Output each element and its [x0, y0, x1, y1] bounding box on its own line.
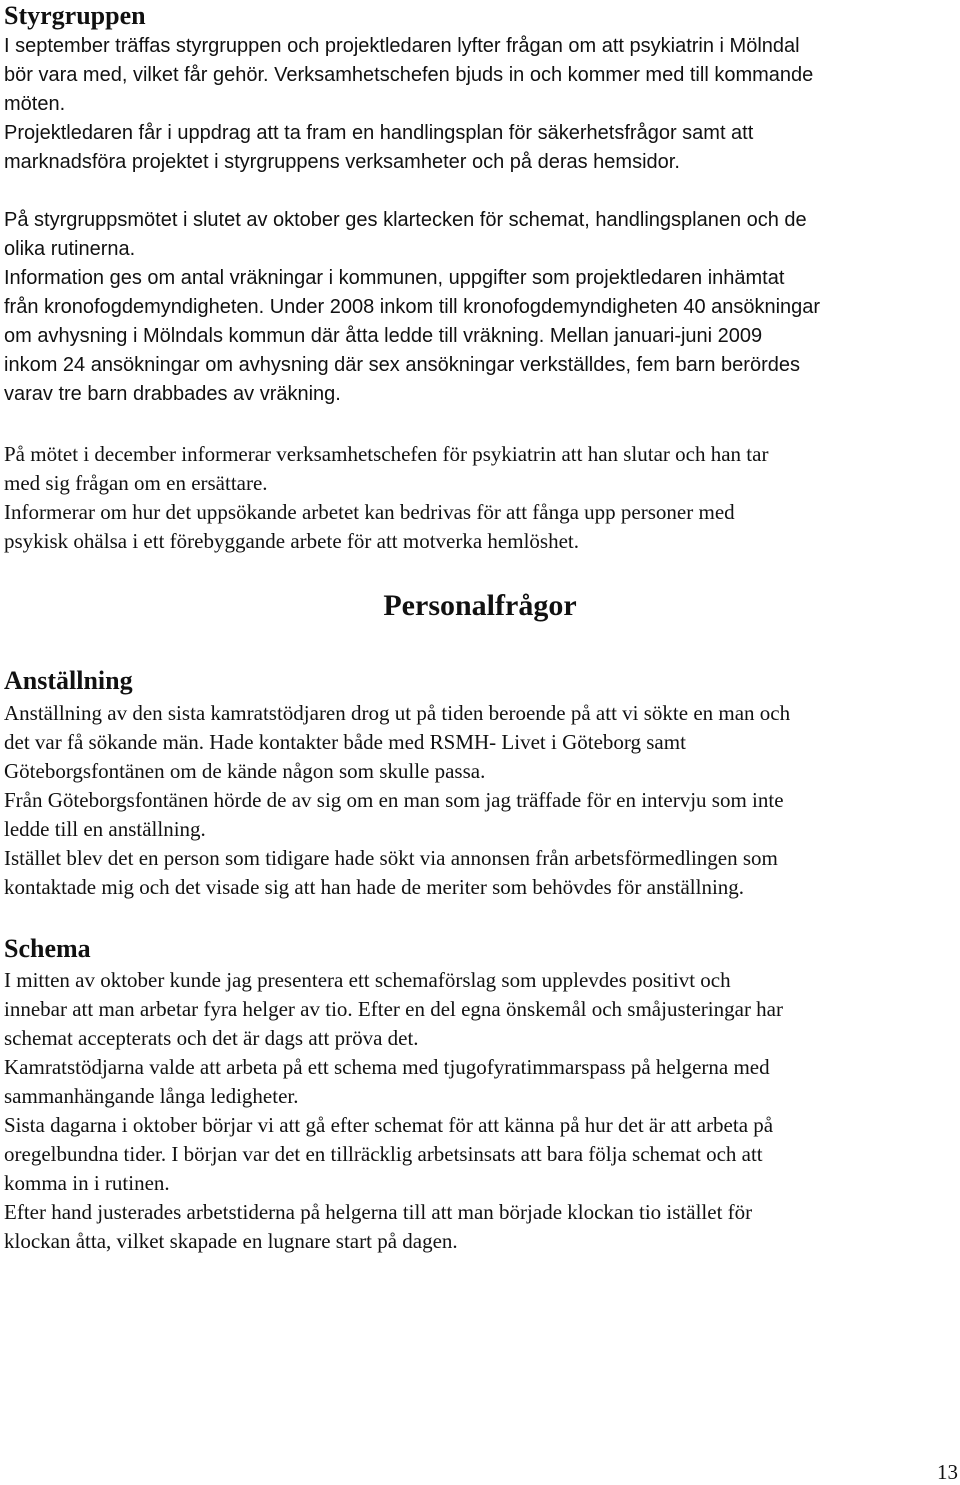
text-line: bör vara med, vilket får gehör. Verksamhetschefen bjuds in och kommer med till kommande [4, 64, 814, 86]
paragraph-styrgruppen-3 [4, 206, 959, 409]
section-heading-anstallning: Anställning [4, 666, 133, 695]
text-line: På mötet i december informerar verksamhetschefen för psykiatrin att han slutar och han tar [4, 442, 769, 466]
text-line: Anställning av den sista kamratstödjaren drog ut på tiden beroende på att vi sökte en man och [4, 701, 791, 725]
text-line: inkom 24 ansökningar om avhysning där sex ansökningar verkställdes, fem barn berördes [4, 354, 800, 376]
text-line: Informerar om hur det uppsökande arbetet kan bedrivas för att fånga upp personer med [4, 500, 735, 524]
text-line: innebar att man arbetar fyra helger av tio. Efter en del egna önskemål och småjusteringar har [4, 997, 783, 1021]
text-line: med sig frågan om en ersättare. [4, 471, 268, 495]
text-line: sammanhängande långa ledigheter. [4, 1084, 299, 1108]
text-line: varav tre barn drabbades av vräkning. [4, 383, 341, 405]
paragraph-styrgruppen-4 [4, 440, 959, 556]
text-line: oregelbundna tider. I början var det en tillräcklig arbetsinsats att bara följa schemat och att [4, 1142, 763, 1166]
text-line: marknadsföra projektet i styrgruppens verksamheter och på deras hemsidor. [4, 151, 680, 173]
paragraph-styrgruppen-1 [4, 32, 959, 119]
paragraph-styrgruppen-2 [4, 119, 959, 177]
text-line: från kronofogdemyndigheten. Under 2008 inkom till kronofogdemyndigheten 40 ansökningar [4, 296, 821, 318]
text-line: olika rutinerna. [4, 238, 136, 260]
text-line: psykisk ohälsa i ett förebyggande arbete för att motverka hemlöshet. [4, 529, 579, 553]
text-line: Projektledaren får i uppdrag att ta fram en handlingsplan för säkerhetsfrågor samt att [4, 122, 754, 144]
paragraph-anstallning [4, 699, 959, 902]
text-line: klockan åtta, vilket skapade en lugnare start på dagen. [4, 1229, 458, 1253]
text-line: schemat accepterats och det är dags att pröva det. [4, 1026, 419, 1050]
section-heading-styrgruppen: Styrgruppen [4, 1, 146, 30]
text-line: På styrgruppsmötet i slutet av oktober ges klartecken för schemat, handlingsplanen och de [4, 209, 807, 231]
text-line: Göteborgsfontänen om de kände någon som skulle passa. [4, 759, 486, 783]
text-line: Efter hand justerades arbetstiderna på helgerna till att man började klockan tio istället för [4, 1200, 753, 1224]
section-heading-schema: Schema [4, 934, 91, 963]
text-line: komma in i rutinen. [4, 1171, 170, 1195]
text-line: kontaktade mig och det visade sig att han hade de meriter som behövdes för anställning. [4, 875, 745, 899]
text-line: Istället blev det en person som tidigare hade sökt via annonsen från arbetsförmedlingen som [4, 846, 778, 870]
text-line: det var få sökande män. Hade kontakter både med RSMH- Livet i Göteborg samt [4, 730, 686, 754]
text-line: Kamratstödjarna valde att arbeta på ett schema med tjugofyratimmarspass på helgerna med [4, 1055, 770, 1079]
main-heading-personalfragor: Personalfrågor [383, 589, 577, 622]
text-line: Sista dagarna i oktober börjar vi att gå efter schemat för att känna på hur det är att arbeta på [4, 1113, 774, 1137]
text-line: I mitten av oktober kunde jag presentera ett schemaförslag som upplevdes positivt och [4, 968, 731, 992]
text-line: Information ges om antal vräkningar i kommunen, uppgifter som projektledaren inhämtat [4, 267, 785, 289]
text-line: Från Göteborgsfontänen hörde de av sig om en man som jag träffade för en intervju som inte [4, 788, 784, 812]
paragraph-schema [4, 966, 959, 1256]
text-line: ledde till en anställning. [4, 817, 206, 841]
text-line: om avhysning i Mölndals kommun där åtta ledde till vräkning. Mellan januari-juni 2009 [4, 325, 763, 347]
page-number: 13 [937, 1460, 958, 1484]
text-line: I september träffas styrgruppen och projektledaren lyfter frågan om att psykiatrin i Mölndal [4, 35, 800, 57]
text-line: möten. [4, 93, 66, 115]
